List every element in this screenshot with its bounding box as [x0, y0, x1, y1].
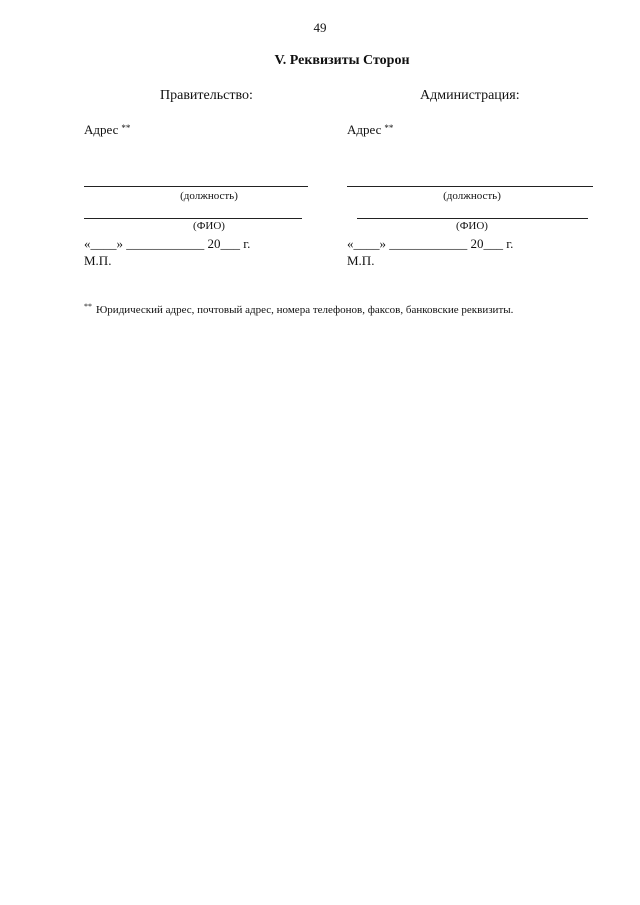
- right-stamp-label: М.П.: [347, 253, 375, 268]
- footnote-text: Юридический адрес, почтовый адрес, номера телефонов, факсов, банковские реквизиты.: [96, 304, 514, 316]
- right-position-caption: (должность): [443, 190, 501, 202]
- left-position-line: [84, 186, 308, 187]
- left-party-name: Правительство:: [160, 88, 253, 103]
- right-address-label: [347, 122, 393, 138]
- footnote-mark: **: [84, 302, 92, 311]
- left-address-label: [84, 122, 130, 138]
- right-address-text: Адрес: [347, 122, 382, 137]
- right-position-line: [347, 186, 593, 187]
- right-fio-line: [357, 218, 588, 219]
- left-date-line: «____» ____________ 20___ г.: [84, 236, 251, 251]
- section-title: V. Реквизиты Сторон: [274, 53, 410, 68]
- right-date-line: «____» ____________ 20___ г.: [347, 236, 514, 251]
- left-position-caption: (должность): [180, 190, 238, 202]
- left-fio-caption: (ФИО): [193, 220, 225, 232]
- left-stamp-label: М.П.: [84, 253, 112, 268]
- left-address-footnote-mark: **: [121, 123, 131, 133]
- right-address-footnote-mark: **: [384, 123, 394, 133]
- right-party-name: Администрация:: [420, 88, 520, 103]
- right-fio-caption: (ФИО): [456, 220, 488, 232]
- page-number: 49: [313, 20, 327, 35]
- left-address-text: Адрес: [84, 122, 119, 137]
- left-fio-line: [84, 218, 302, 219]
- footnote: [84, 302, 513, 316]
